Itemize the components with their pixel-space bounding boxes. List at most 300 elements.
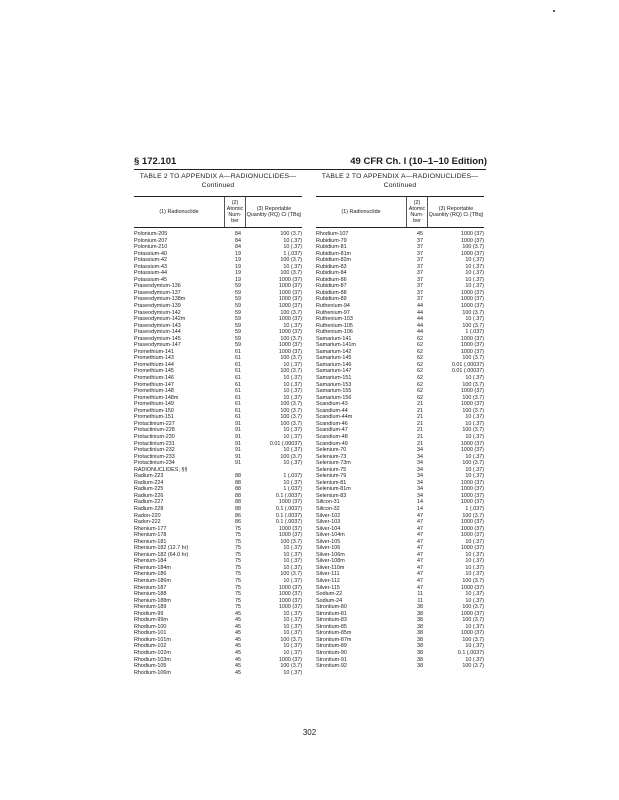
radionuclide-cell: Promethium-147 xyxy=(134,381,174,388)
atomic-number-cell: 37 xyxy=(417,289,423,296)
radionuclide-cell: Rhenium-182 (64.0 hr) xyxy=(134,551,189,558)
radionuclide-cell: Rubidium-81 xyxy=(316,244,347,251)
radionuclide-cell: Rubidium-84 xyxy=(316,270,347,277)
radionuclide-cell: Potassium-40 xyxy=(134,250,167,257)
reportable-quantity-cell: 100 (3.7) xyxy=(280,453,302,460)
reportable-quantity-cell: 1000 (37) xyxy=(460,237,484,244)
atomic-number-cell: 47 xyxy=(417,519,423,526)
atomic-number-cell: 37 xyxy=(417,237,423,244)
radionuclide-cell: Potassium-45 xyxy=(134,276,167,283)
atomic-number-cell: 47 xyxy=(417,584,423,591)
reportable-quantity-cell: 10 (.37) xyxy=(283,322,302,329)
atomic-number-cell: 75 xyxy=(235,591,241,598)
atomic-number-cell: 88 xyxy=(235,473,241,480)
reportable-quantity-cell: 100 (3.7) xyxy=(462,512,484,519)
atomic-number-cell: 37 xyxy=(417,296,423,303)
left-column xyxy=(134,172,302,676)
reportable-quantity-cell: 1 (.037) xyxy=(283,486,302,493)
radionuclide-cell: Strontium-92 xyxy=(316,663,347,670)
reportable-quantity-cell: 1 (.037) xyxy=(465,505,484,512)
reportable-quantity-cell: 1000 (37) xyxy=(460,342,484,349)
radionuclide-cell: Rhodium-105 xyxy=(134,663,167,670)
reportable-quantity-cell: 1000 (37) xyxy=(460,440,484,447)
atomic-number-cell: 61 xyxy=(235,394,241,401)
radionuclide-cell: Protactinium-228 xyxy=(134,427,175,434)
reportable-quantity-cell: 10 (.37) xyxy=(465,643,484,650)
radionuclide-cell: Samarium-145 xyxy=(316,355,352,362)
reportable-quantity-cell: 1000 (37) xyxy=(460,303,484,310)
atomic-number-cell: 59 xyxy=(235,289,241,296)
atomic-number-cell: 91 xyxy=(235,447,241,454)
reportable-quantity-cell: 1 (.037) xyxy=(465,329,484,336)
atomic-number-cell: 34 xyxy=(417,447,423,454)
atomic-number-cell: 61 xyxy=(235,368,241,375)
radionuclide-cell: Scandium-47 xyxy=(316,427,348,434)
radionuclide-cell: Rhodium-102 xyxy=(134,643,167,650)
atomic-number-cell: 34 xyxy=(417,460,423,467)
reportable-quantity-cell: 100 (3.7) xyxy=(462,663,484,670)
reportable-quantity-cell: 1000 (37) xyxy=(278,499,302,506)
reportable-quantity-cell: 100 (3.7) xyxy=(462,577,484,584)
reportable-quantity-cell: 10 (.37) xyxy=(283,551,302,558)
reportable-quantity-cell: 1000 (37) xyxy=(278,532,302,539)
atomic-number-cell: 59 xyxy=(235,296,241,303)
reportable-quantity-cell: 1000 (37) xyxy=(460,289,484,296)
reportable-quantity-cell: 0.1 (.0037) xyxy=(275,519,302,526)
radionuclide-cell: Selenium-75 xyxy=(316,466,347,473)
radionuclide-cell: Sodium-22 xyxy=(316,591,343,598)
radionuclide-cell: Strontium-85 xyxy=(316,623,347,630)
atomic-number-cell: 11 xyxy=(417,591,423,598)
atomic-number-cell: 38 xyxy=(417,617,423,624)
reportable-quantity-cell: 0.1 (.0037) xyxy=(275,505,302,512)
atomic-number-cell: 88 xyxy=(235,492,241,499)
atomic-number-cell: 14 xyxy=(417,499,423,506)
radionuclide-cell: Rhenium-182 (12.7 hr) xyxy=(134,545,189,552)
radionuclide-cell: Samarium-146 xyxy=(316,361,352,368)
atomic-number-cell: 47 xyxy=(417,545,423,552)
right-header-reportable-quantity: (3) Reportable Quantity (RQ) Ci (TBq) xyxy=(428,206,484,218)
radionuclide-cell: Strontium-89 xyxy=(316,643,347,650)
radionuclide-cell: Radium-224 xyxy=(134,479,164,486)
reportable-quantity-cell: 1000 (37) xyxy=(278,329,302,336)
atomic-number-cell: 37 xyxy=(417,276,423,283)
atomic-number-cell: 45 xyxy=(235,650,241,656)
atomic-number-cell: 75 xyxy=(235,571,241,578)
radionuclide-cell: Silver-103 xyxy=(316,519,341,526)
reportable-quantity-cell: 0.1 (.0037) xyxy=(275,512,302,519)
atomic-number-cell: 47 xyxy=(417,564,423,571)
radionuclide-cell: Rhodium-100 xyxy=(134,623,167,630)
reportable-quantity-cell: 10 (.37) xyxy=(283,610,302,617)
atomic-number-cell: 38 xyxy=(417,610,423,617)
atomic-number-cell: 61 xyxy=(235,361,241,368)
reportable-quantity-cell: 10 (.37) xyxy=(283,630,302,637)
reportable-quantity-cell: 0.1 (.0037) xyxy=(457,650,484,656)
reportable-quantity-cell: 10 (.37) xyxy=(283,545,302,552)
radionuclide-cell: Praseodymium-142m xyxy=(134,316,186,323)
atomic-number-cell: 61 xyxy=(235,381,241,388)
reportable-quantity-cell: 10 (.37) xyxy=(465,466,484,473)
atomic-number-cell: 44 xyxy=(417,309,423,316)
reportable-quantity-cell: 100 (3.7) xyxy=(280,368,302,375)
atomic-number-cell: 47 xyxy=(417,551,423,558)
radionuclide-cell: Protactinium-232 xyxy=(134,447,175,454)
reportable-quantity-cell: 10 (.37) xyxy=(283,558,302,565)
reportable-quantity-cell: 1000 (37) xyxy=(278,656,302,663)
atomic-number-cell: 37 xyxy=(417,244,423,251)
left-table-body xyxy=(134,231,302,676)
atomic-number-cell: 61 xyxy=(235,401,241,408)
atomic-number-cell: 75 xyxy=(235,564,241,571)
radionuclide-cell: Praseodymium-147 xyxy=(134,342,181,349)
atomic-number-cell: 62 xyxy=(417,361,423,368)
reportable-quantity-cell: 10 (.37) xyxy=(283,564,302,571)
radionuclide-cell: Polonium-210 xyxy=(134,244,168,251)
reportable-quantity-cell: 100 (3.7) xyxy=(280,257,302,264)
radionuclide-cell: Silver-106 xyxy=(316,545,341,552)
reportable-quantity-cell: 100 (3.7) xyxy=(462,604,484,611)
atomic-number-cell: 34 xyxy=(417,486,423,493)
reportable-quantity-cell: 100 (3.7) xyxy=(462,460,484,467)
radionuclide-cell: Radium-228 xyxy=(134,505,164,512)
radionuclide-cell: Protactinium-234 xyxy=(134,460,175,467)
reportable-quantity-cell: 1000 (37) xyxy=(460,610,484,617)
reportable-quantity-cell: 10 (.37) xyxy=(283,375,302,382)
radionuclide-cell: Silver-110m xyxy=(316,564,345,571)
reportable-quantity-cell: 100 (3.7) xyxy=(280,420,302,427)
reportable-quantity-cell: 1000 (37) xyxy=(460,545,484,552)
reportable-quantity-cell: 1000 (37) xyxy=(278,296,302,303)
radionuclide-cell: Rubidium-88 xyxy=(316,289,347,296)
radionuclide-cell: Promethium-149 xyxy=(134,401,174,408)
reportable-quantity-cell: 100 (3.7) xyxy=(462,617,484,624)
atomic-number-cell: 88 xyxy=(235,479,241,486)
radionuclide-cell: Radon-222 xyxy=(134,519,161,526)
reportable-quantity-cell: 1000 (37) xyxy=(460,388,484,395)
radionuclide-cell: Rhenium-177 xyxy=(134,525,167,532)
atomic-number-cell: 91 xyxy=(235,440,241,447)
reportable-quantity-cell: 10 (.37) xyxy=(465,656,484,663)
radionuclide-cell: Samarium-141 xyxy=(316,335,352,342)
radionuclide-cell: Ruthenium-103 xyxy=(316,316,353,323)
radionuclide-cell: Ruthenium-97 xyxy=(316,309,350,316)
atomic-number-cell: 62 xyxy=(417,394,423,401)
reportable-quantity-cell: 10 (.37) xyxy=(283,237,302,244)
atomic-number-cell: 21 xyxy=(417,427,423,434)
radionuclide-cell: Selenium-70 xyxy=(316,447,347,454)
atomic-number-cell: 59 xyxy=(235,316,241,323)
radionuclide-cell: Promethium-144 xyxy=(134,361,174,368)
radionuclide-cell: Promethium-143 xyxy=(134,355,174,362)
reportable-quantity-cell: 100 (3.7) xyxy=(280,335,302,342)
atomic-number-cell: 59 xyxy=(235,283,241,290)
atomic-number-cell: 88 xyxy=(235,505,241,512)
atomic-number-cell: 19 xyxy=(235,263,241,270)
atomic-number-cell: 37 xyxy=(417,263,423,270)
left-header-reportable-quantity: (3) Reportable Quantity (RQ) Ci (TBq) xyxy=(246,206,302,218)
right-header-radionuclide: (1) Radionuclide xyxy=(341,209,381,215)
atomic-number-cell: 61 xyxy=(235,348,241,355)
atomic-number-cell: 45 xyxy=(235,630,241,637)
atomic-number-cell: 37 xyxy=(417,250,423,257)
radionuclide-cell: Polonium-205 xyxy=(134,231,168,237)
atomic-number-cell: 75 xyxy=(235,597,241,604)
atomic-number-cell: 37 xyxy=(417,270,423,277)
atomic-number-cell: 91 xyxy=(235,427,241,434)
reportable-quantity-cell: 0.1 (.0037) xyxy=(275,492,302,499)
atomic-number-cell: 88 xyxy=(235,486,241,493)
radionuclide-cell: Rhenium-187 xyxy=(134,584,167,591)
reportable-quantity-cell: 1000 (37) xyxy=(460,519,484,526)
radionuclide-cell: Sodium-24 xyxy=(316,597,343,604)
reportable-quantity-cell: 100 (3.7) xyxy=(280,538,302,545)
reportable-quantity-cell: 10 (.37) xyxy=(283,244,302,251)
atomic-number-cell: 47 xyxy=(417,525,423,532)
reportable-quantity-cell: 10 (.37) xyxy=(465,433,484,440)
atomic-number-cell: 11 xyxy=(417,597,423,604)
radionuclide-cell: Rhenium-184 xyxy=(134,558,167,565)
atomic-number-cell: 38 xyxy=(417,630,423,637)
atomic-number-cell: 75 xyxy=(235,551,241,558)
radionuclide-cell: Silver-106m xyxy=(316,551,345,558)
radionuclide-cell: Rubidium-82m xyxy=(316,257,352,264)
reportable-quantity-cell: 100 (3.7) xyxy=(280,270,302,277)
radionuclide-cell: Silver-104m xyxy=(316,532,345,539)
atomic-number-cell: 19 xyxy=(235,276,241,283)
atomic-number-cell: 38 xyxy=(417,643,423,650)
reportable-quantity-cell: 1000 (37) xyxy=(460,335,484,342)
radionuclide-cell: Radium-227 xyxy=(134,499,164,506)
reportable-quantity-cell: 10 (.37) xyxy=(465,375,484,382)
atomic-number-cell: 45 xyxy=(235,669,241,676)
reportable-quantity-cell: 1000 (37) xyxy=(278,283,302,290)
radionuclide-cell: Potassium-43 xyxy=(134,263,167,270)
reportable-quantity-cell: 10 (.37) xyxy=(465,473,484,480)
reportable-quantity-cell: 0.01 (.00037) xyxy=(269,440,302,447)
atomic-number-cell: 34 xyxy=(417,479,423,486)
radionuclide-cell: Rhenium-181 xyxy=(134,538,167,545)
reportable-quantity-cell: 10 (.37) xyxy=(283,460,302,467)
reportable-quantity-cell: 100 (3.7) xyxy=(462,407,484,414)
radionuclide-cell: Rhodium-101m xyxy=(134,636,171,643)
reportable-quantity-cell: 100 (3.7) xyxy=(462,309,484,316)
right-header-atomic-number: (2) Atomic Num-ber xyxy=(406,197,428,227)
reportable-quantity-cell: 10 (.37) xyxy=(283,577,302,584)
atomic-number-cell: 62 xyxy=(417,388,423,395)
radionuclide-cell: Samarium-156 xyxy=(316,394,352,401)
reportable-quantity-cell: 10 (.37) xyxy=(465,257,484,264)
atomic-number-cell: 34 xyxy=(417,453,423,460)
reportable-quantity-cell: 10 (.37) xyxy=(465,597,484,604)
radionuclide-cell: Samarium-151 xyxy=(316,375,352,382)
radionuclide-cell: Samarium-141m xyxy=(316,342,356,349)
reportable-quantity-cell: 10 (.37) xyxy=(283,381,302,388)
radionuclide-cell: Selenium-73m xyxy=(316,460,351,467)
reportable-quantity-cell: 1000 (37) xyxy=(278,289,302,296)
atomic-number-cell: 45 xyxy=(235,623,241,630)
atomic-number-cell: 45 xyxy=(235,617,241,624)
reportable-quantity-cell: 10 (.37) xyxy=(283,263,302,270)
reportable-quantity-cell: 1000 (37) xyxy=(278,604,302,611)
radionuclide-cell: Silver-104 xyxy=(316,525,341,532)
reportable-quantity-cell: 1000 (37) xyxy=(460,532,484,539)
atomic-number-cell: 45 xyxy=(235,656,241,663)
reportable-quantity-cell: 100 (3.7) xyxy=(280,401,302,408)
reportable-quantity-cell: 1000 (37) xyxy=(460,401,484,408)
radionuclide-cell: Strontium-80 xyxy=(316,604,347,611)
radionuclide-cell: Praseodymium-139 xyxy=(134,303,181,310)
reportable-quantity-cell: 10 (.37) xyxy=(465,623,484,630)
reportable-quantity-cell: 100 (3.7) xyxy=(280,407,302,414)
reportable-quantity-cell: 1000 (37) xyxy=(460,447,484,454)
radionuclide-cell: Rhodium-99m xyxy=(134,617,168,624)
reportable-quantity-cell: 10 (.37) xyxy=(283,650,302,656)
radionuclide-cell: Promethium-148m xyxy=(134,394,179,401)
atomic-number-cell: 38 xyxy=(417,636,423,643)
radionuclide-cell: Radon-220 xyxy=(134,512,161,519)
atomic-number-cell: 62 xyxy=(417,375,423,382)
reportable-quantity-cell: 100 (3.7) xyxy=(462,427,484,434)
atomic-number-cell: 47 xyxy=(417,571,423,578)
radionuclide-cell: Selenium-73 xyxy=(316,453,347,460)
atomic-number-cell: 37 xyxy=(417,283,423,290)
radionuclide-cell: Samarium-147 xyxy=(316,368,352,375)
radionuclide-cell: Samarium-142 xyxy=(316,348,352,355)
atomic-number-cell: 44 xyxy=(417,329,423,336)
atomic-number-cell: 91 xyxy=(235,453,241,460)
atomic-number-cell: 47 xyxy=(417,558,423,565)
reportable-quantity-cell: 0.01 (.00037) xyxy=(451,368,484,375)
atomic-number-cell: 21 xyxy=(417,433,423,440)
atomic-number-cell: 59 xyxy=(235,303,241,310)
radionuclide-cell: Promethium-141 xyxy=(134,348,174,355)
radionuclide-cell: Strontium-90 xyxy=(316,650,347,656)
atomic-number-cell: 75 xyxy=(235,558,241,565)
atomic-number-cell: 59 xyxy=(235,342,241,349)
atomic-number-cell: 45 xyxy=(235,636,241,643)
radionuclide-cell: Rhenium-178 xyxy=(134,532,167,539)
radionuclide-cell: Promethium-151 xyxy=(134,414,174,421)
radionuclide-cell: Silver-108m xyxy=(316,558,345,565)
reportable-quantity-cell: 10 (.37) xyxy=(283,479,302,486)
radionuclide-cell: Selenium-81m xyxy=(316,486,351,493)
radionuclide-cell: Protactinium-227 xyxy=(134,420,175,427)
reportable-quantity-cell: 1000 (37) xyxy=(460,296,484,303)
radionuclide-cell: RADIONUCLIDES, §§ xyxy=(134,466,188,473)
reportable-quantity-cell: 1000 (37) xyxy=(278,348,302,355)
radionuclide-cell: Praseodymium-137 xyxy=(134,289,181,296)
reportable-quantity-cell: 100 (3.7) xyxy=(462,322,484,329)
atomic-number-cell: 19 xyxy=(235,250,241,257)
reportable-quantity-cell: 100 (3.7) xyxy=(462,381,484,388)
radionuclide-cell: Strontium-87m xyxy=(316,636,352,643)
radionuclide-cell: Scandium-48 xyxy=(316,433,348,440)
radionuclide-cell: Promethium-148 xyxy=(134,388,174,395)
reportable-quantity-cell: 1000 (37) xyxy=(460,630,484,637)
reportable-quantity-cell: 0.01 (.00037) xyxy=(451,361,484,368)
atomic-number-cell: 75 xyxy=(235,545,241,552)
atomic-number-cell: 91 xyxy=(235,420,241,427)
atomic-number-cell: 84 xyxy=(235,237,241,244)
reportable-quantity-cell: 10 (.37) xyxy=(465,591,484,598)
reportable-quantity-cell: 10 (.37) xyxy=(465,283,484,290)
radionuclide-cell: Praseodymium-145 xyxy=(134,335,181,342)
radionuclide-cell: Promethium-150 xyxy=(134,407,174,414)
atomic-number-cell: 21 xyxy=(417,420,423,427)
reportable-quantity-cell: 100 (3.7) xyxy=(462,394,484,401)
right-table-title: TABLE 2 TO APPENDIX A—RADIONUCLIDES— Continued xyxy=(321,173,479,189)
reportable-quantity-cell: 1000 (37) xyxy=(460,348,484,355)
reportable-quantity-cell: 100 (3.7) xyxy=(462,244,484,251)
table-row xyxy=(134,670,302,677)
atomic-number-cell: 86 xyxy=(235,512,241,519)
radionuclide-cell: Scandium-44m xyxy=(316,414,353,421)
left-header-radionuclide: (1) Radionuclide xyxy=(159,209,199,215)
reportable-quantity-cell: 1000 (37) xyxy=(460,584,484,591)
section-label: § 172.101 xyxy=(134,156,177,167)
radionuclide-cell: Praseodymium-136 xyxy=(134,283,181,290)
left-table-title: TABLE 2 TO APPENDIX A—RADIONUCLIDES— Continued xyxy=(139,173,297,189)
reportable-quantity-cell: 100 (3.7) xyxy=(462,636,484,643)
radionuclide-cell: Silver-102 xyxy=(316,512,341,519)
radionuclide-cell: Promethium-145 xyxy=(134,368,174,375)
radionuclide-cell: Praseodymium-144 xyxy=(134,329,181,336)
right-table-header xyxy=(316,196,484,228)
atomic-number-cell: 62 xyxy=(417,355,423,362)
left-header-atomic-number: (2) Atomic Num-ber xyxy=(224,197,246,227)
reportable-quantity-cell: 10 (.37) xyxy=(465,316,484,323)
radionuclide-cell: Silver-115 xyxy=(316,584,340,591)
atomic-number-cell: 59 xyxy=(235,335,241,342)
reportable-quantity-cell: 10 (.37) xyxy=(283,394,302,401)
atomic-number-cell: 21 xyxy=(417,414,423,421)
radionuclide-cell: Silver-112 xyxy=(316,577,340,584)
atomic-number-cell: 59 xyxy=(235,329,241,336)
atomic-number-cell: 44 xyxy=(417,322,423,329)
atomic-number-cell: 91 xyxy=(235,460,241,467)
reportable-quantity-cell: 1000 (37) xyxy=(278,316,302,323)
radionuclide-cell: Rhenium-186m xyxy=(134,577,171,584)
atomic-number-cell: 47 xyxy=(417,532,423,539)
radionuclide-cell: Silver-105 xyxy=(316,538,341,545)
radionuclide-cell: Selenium-83 xyxy=(316,492,347,499)
radionuclide-cell: Strontium-85m xyxy=(316,630,352,637)
atomic-number-cell: 14 xyxy=(417,505,423,512)
reportable-quantity-cell: 10 (.37) xyxy=(283,427,302,434)
reportable-quantity-cell: 1000 (37) xyxy=(278,525,302,532)
reportable-quantity-cell: 10 (.37) xyxy=(465,564,484,571)
atomic-number-cell: 75 xyxy=(235,525,241,532)
radionuclide-cell: Rhenium-189 xyxy=(134,604,167,611)
atomic-number-cell: 75 xyxy=(235,604,241,611)
atomic-number-cell: 75 xyxy=(235,538,241,545)
atomic-number-cell: 62 xyxy=(417,348,423,355)
reportable-quantity-cell: 1000 (37) xyxy=(460,525,484,532)
radionuclide-cell: Samarium-153 xyxy=(316,381,352,388)
radionuclide-cell: Potassium-44 xyxy=(134,270,167,277)
radionuclide-cell: Protactinium-231 xyxy=(134,440,175,447)
atomic-number-cell: 38 xyxy=(417,663,423,670)
radionuclide-cell: Radium-223 xyxy=(134,473,164,480)
radionuclide-cell: Rubidium-89 xyxy=(316,296,347,303)
reportable-quantity-cell: 10 (.37) xyxy=(283,617,302,624)
atomic-number-cell: 19 xyxy=(235,270,241,277)
atomic-number-cell: 44 xyxy=(417,303,423,310)
radionuclide-cell: Silicon-32 xyxy=(316,505,340,512)
atomic-number-cell: 62 xyxy=(417,335,423,342)
reportable-quantity-cell: 100 (3.7) xyxy=(280,355,302,362)
